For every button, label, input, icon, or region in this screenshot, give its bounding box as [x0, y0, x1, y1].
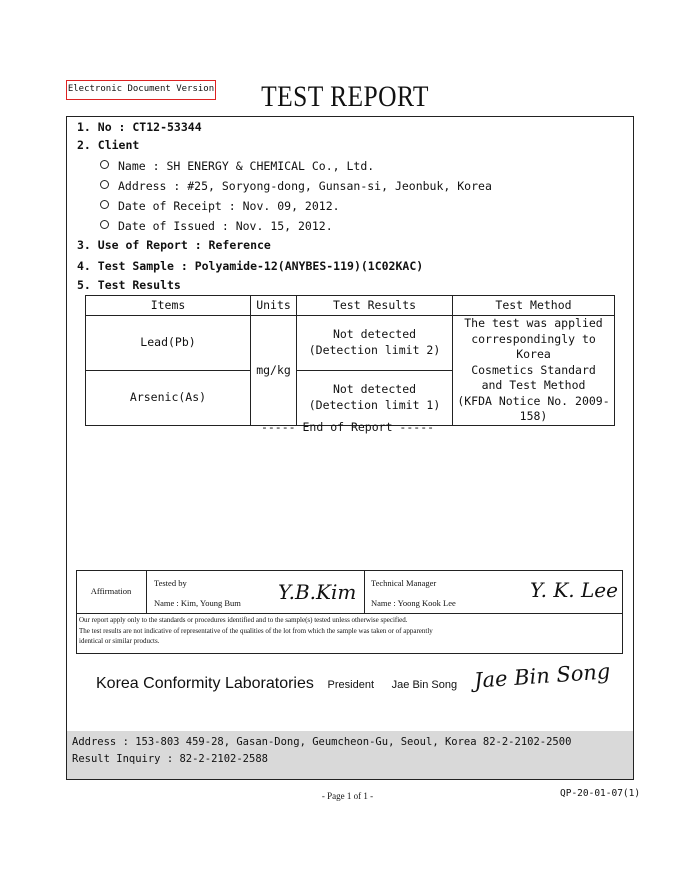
bullet-icon: [100, 200, 109, 209]
client-name: Name : SH ENERGY & CHEMICAL Co., Ltd.: [118, 159, 375, 173]
footer-result-inquiry: Result Inquiry : 82-2-2102-2588: [72, 753, 268, 765]
result-value: Not detected: [332, 327, 417, 342]
president-signature: Jae Bin Song: [473, 659, 612, 693]
results-table: [85, 295, 615, 426]
president-label: President: [327, 679, 375, 691]
header-units: Units: [251, 296, 297, 316]
method-line: (KFDA Notice No. 2009-158): [457, 393, 610, 423]
lab-name: Korea Conformity Laboratories: [96, 675, 314, 692]
table-row: [86, 316, 615, 371]
detection-limit: (Detection limit 2): [308, 342, 441, 357]
bullet-icon: [100, 180, 109, 189]
date-issued-row: [100, 219, 333, 233]
header-test-results: Test Results: [297, 296, 453, 316]
tested-by-label: Tested by: [154, 578, 187, 588]
item-cell: Arsenic(As): [86, 370, 251, 425]
method-line: Cosmetics Standard: [471, 362, 596, 377]
divider: [364, 570, 365, 614]
use-of-report: 3. Use of Report : Reference: [77, 238, 271, 252]
disclaimer-line: Our report apply only to the standards or procedures identified and to the sample(s) tested unless otherwise specified.: [79, 616, 408, 624]
disclaimer: [79, 615, 619, 647]
technical-manager-label: Technical Manager: [371, 578, 437, 588]
divider: [146, 570, 147, 614]
bullet-icon: [100, 160, 109, 169]
item-cell: Lead(Pb): [86, 316, 251, 371]
lab-line: [96, 673, 457, 693]
method-line: and Test Method: [481, 378, 586, 392]
date-of-issued: Date of Issued : Nov. 15, 2012.: [118, 219, 333, 233]
bullet-icon: [100, 220, 109, 229]
president-name: Jae Bin Song: [391, 679, 458, 691]
table-header-row: [86, 296, 615, 316]
affirmation-label: Affirmation: [90, 586, 132, 596]
disclaimer-line: The test results are not indicative of representative of the qualities of the lot from which the sample was taken or of apparently: [79, 626, 433, 635]
client-address: Address : #25, Soryong-dong, Gunsan-si, Jeonbuk, Korea: [118, 179, 492, 193]
disclaimer-line: identical or similar products.: [79, 637, 160, 645]
footer-address: Address : 153-803 459-28, Gasan-Dong, Geumcheon-Gu, Seoul, Korea 82-2-2102-2500: [72, 736, 572, 748]
detection-limit: (Detection limit 1): [308, 397, 441, 412]
date-of-receipt: Date of Receipt : Nov. 09, 2012.: [118, 199, 340, 213]
report-title: TEST REPORT: [261, 80, 429, 113]
tester-signature: Y.B.Kim: [278, 580, 357, 604]
end-of-report: ----- End of Report -----: [260, 420, 435, 434]
client-name-row: [100, 159, 374, 173]
test-sample: 4. Test Sample : Polyamide-12(ANYBES-119)(1C02KAC): [77, 259, 424, 273]
test-method-cell: [453, 316, 615, 426]
manager-signature: Y. K. Lee: [530, 578, 618, 602]
manager-name: Name : Yoong Kook Lee: [371, 598, 456, 608]
electronic-document-label: Electronic Document Version: [66, 80, 216, 100]
page-number: - Page 1 of 1 -: [321, 791, 374, 801]
units-cell: mg/kg: [251, 316, 297, 426]
header-items: Items: [86, 296, 251, 316]
test-results-heading: 5. Test Results: [77, 278, 181, 292]
result-cell: [297, 316, 453, 371]
report-number: 1. No : CT12-53344: [77, 120, 202, 134]
client-address-row: [100, 179, 492, 193]
result-cell: [297, 370, 453, 425]
header-test-method: Test Method: [453, 296, 615, 316]
form-code: QP-20-01-07(1): [560, 788, 641, 799]
result-value: Not detected: [332, 382, 417, 397]
method-line: The test was applied: [464, 316, 603, 330]
client-heading: 2. Client: [77, 138, 140, 152]
method-line: correspondingly to Korea: [471, 331, 596, 361]
date-receipt-row: [100, 199, 340, 213]
tester-name: Name : Kim, Young Bum: [154, 598, 241, 608]
